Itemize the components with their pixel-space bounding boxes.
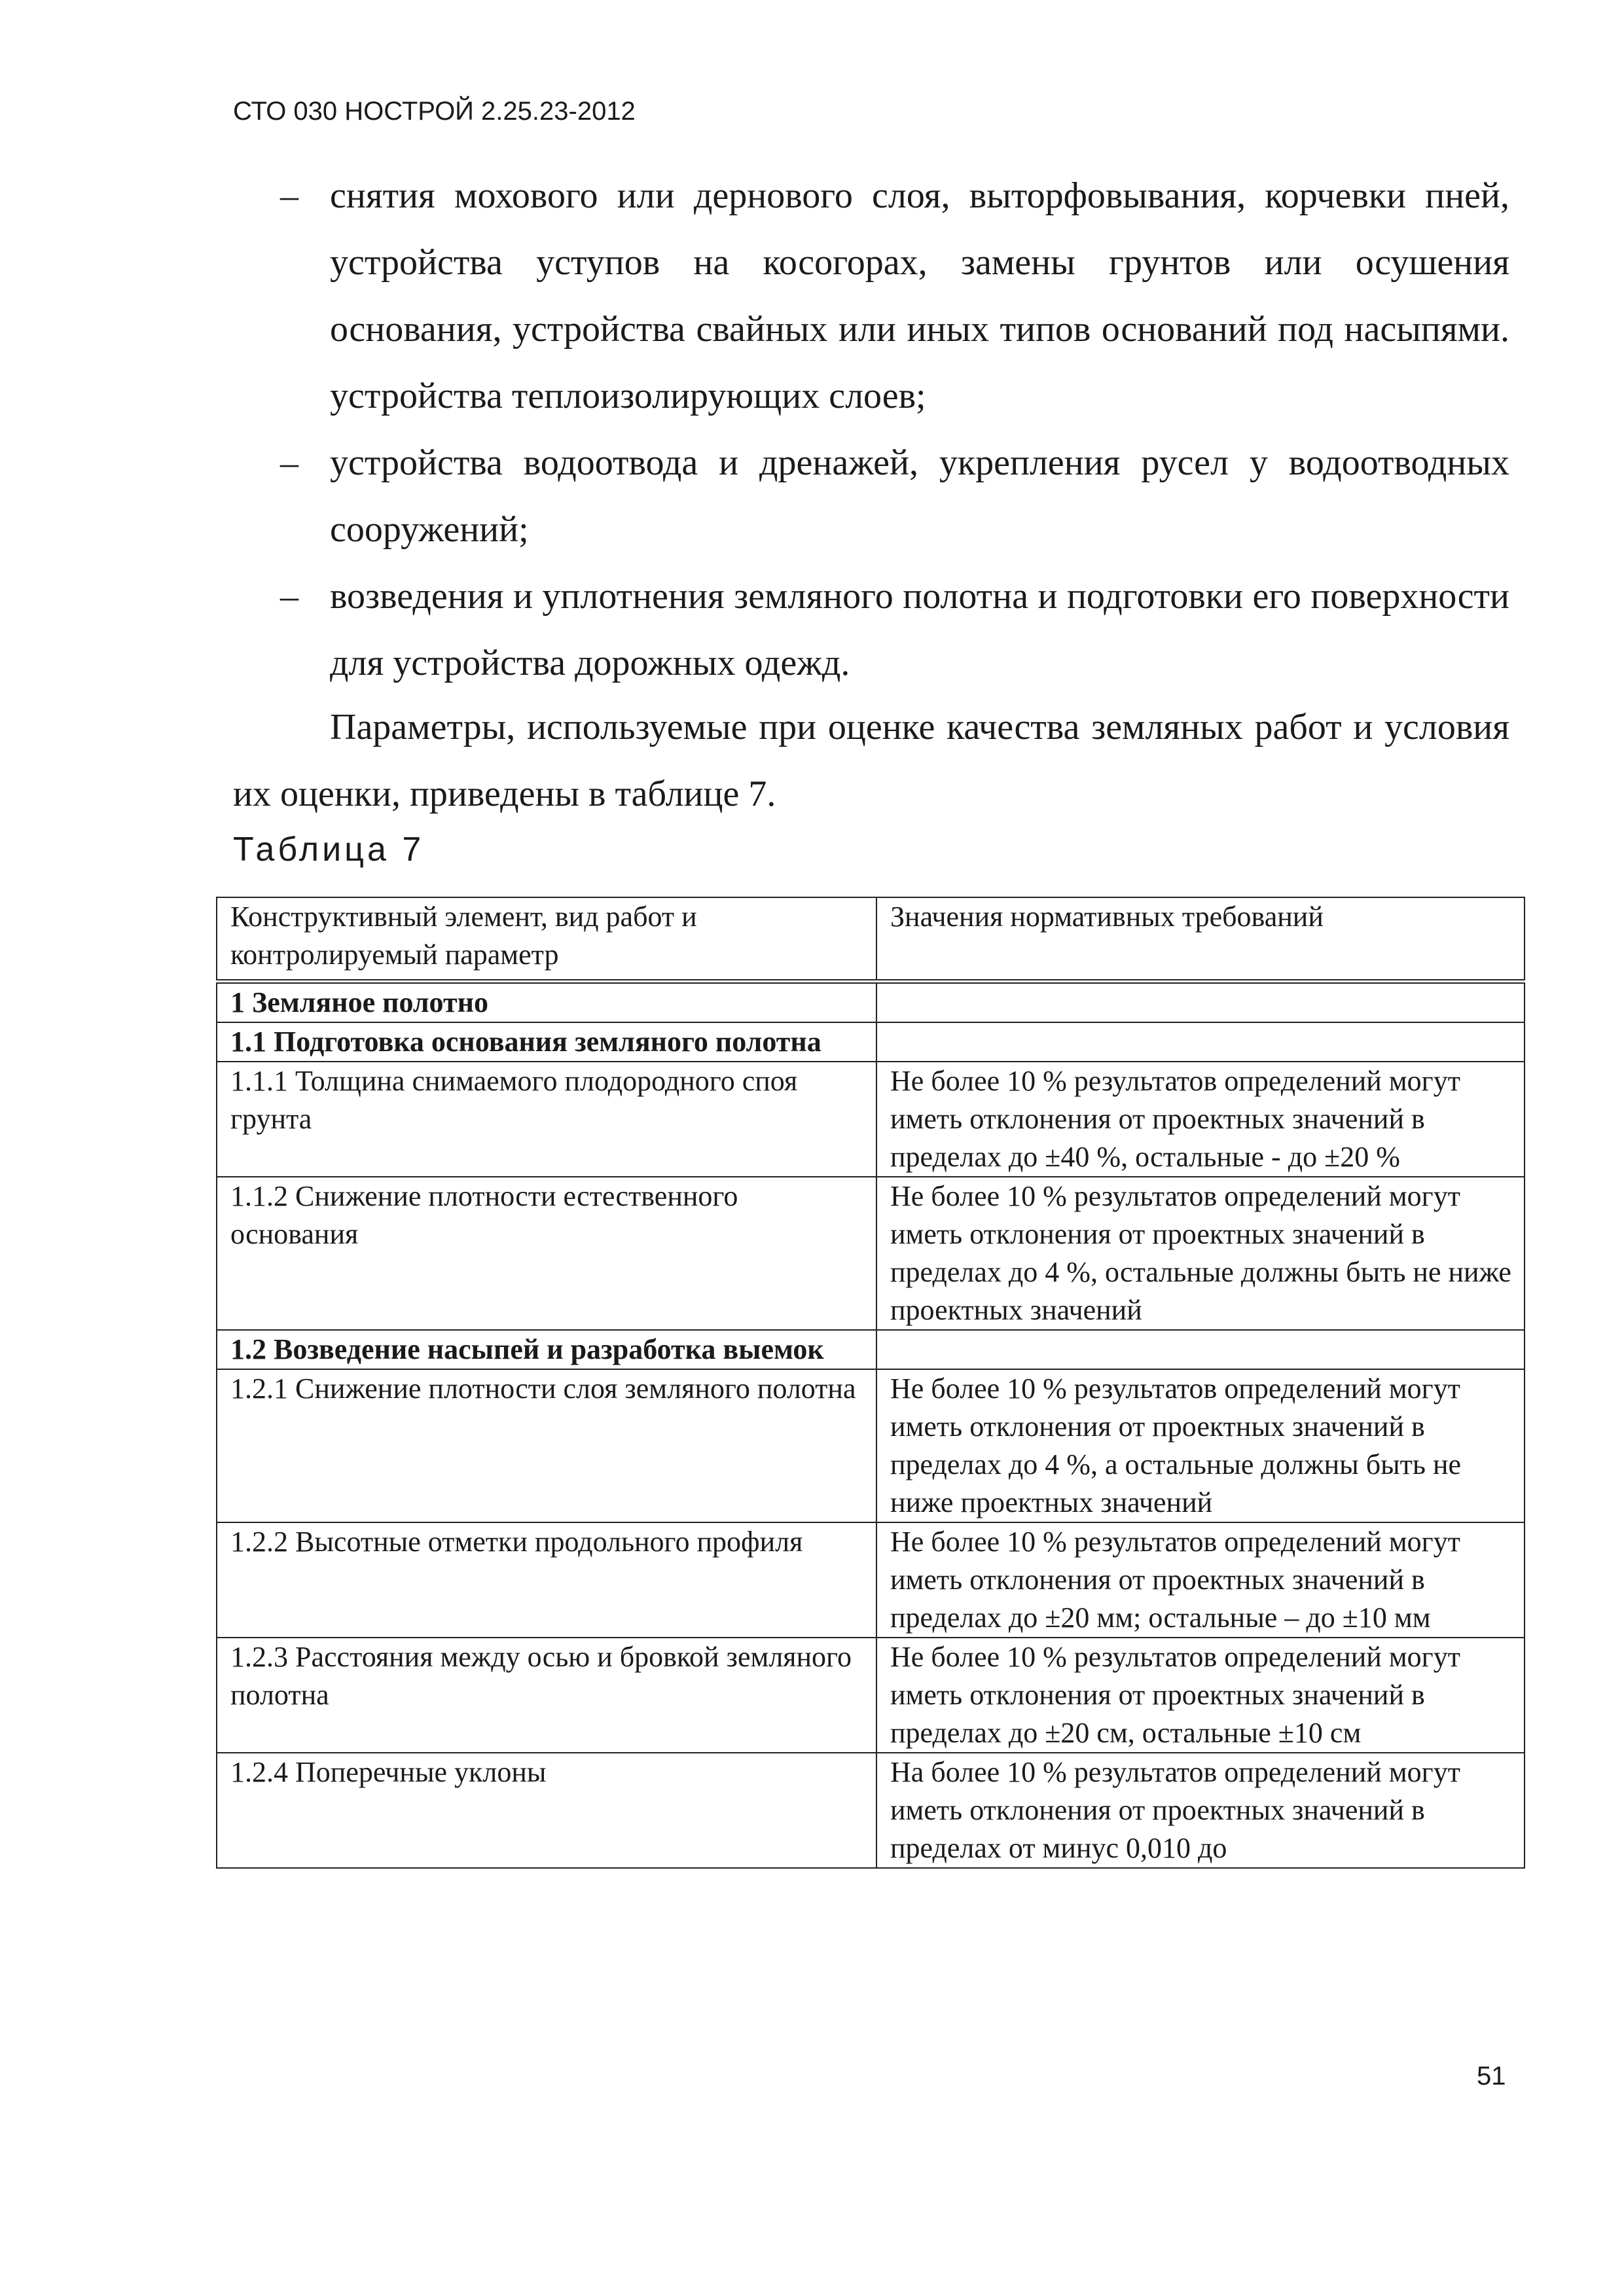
table-section-row <box>217 1022 1525 1062</box>
requirement-cell: Не более 10 % результатов определений могут иметь отклонения от проектных значений в пределах до ±40 %, остальные - до ±20 % <box>876 1062 1525 1177</box>
table-section-row <box>217 1330 1525 1369</box>
section-title: 1.2 Возведение насыпей и разработка выемок <box>217 1330 876 1369</box>
column-header-requirements: Значения нормативных требований <box>876 897 1525 982</box>
requirement-cell: Не более 10 % результатов определений могут иметь отклонения от проектных значений в пределах до 4 %, а остальные должны быть не ниже проектных значений <box>876 1369 1525 1522</box>
parameter-cell: 1.2.2 Высотные отметки продольного профиля <box>217 1522 876 1638</box>
bullet-dash: – <box>280 175 298 216</box>
table-row <box>217 1177 1525 1330</box>
parameter-cell: 1.2.3 Расстояния между осью и бровкой земляного полотна <box>217 1638 876 1753</box>
table-caption: Таблица 7 <box>233 831 425 869</box>
table-header-row <box>217 897 1525 982</box>
table-section-row <box>217 982 1525 1023</box>
parameter-cell: 1.2.1 Снижение плотности слоя земляного полотна <box>217 1369 876 1522</box>
body-paragraph: Параметры, используемые при оценке качества земляных работ и условия их оценки, приведены в таблице 7. <box>233 707 1509 814</box>
bullet-dash: – <box>280 442 298 483</box>
document-code-header: СТО 030 НОСТРОЙ 2.25.23-2012 <box>233 97 636 126</box>
requirement-cell: Не более 10 % результатов определений могут иметь отклонения от проектных значений в пределах до ±20 см, остальные ±10 см <box>876 1638 1525 1753</box>
table-row <box>217 1369 1525 1522</box>
table-row <box>217 1638 1525 1753</box>
requirement-cell: На более 10 % результатов определений могут иметь отклонения от проектных значений в пределах от минус 0,010 до <box>876 1753 1525 1868</box>
bullet-text: устройства водоотвода и дренажей, укрепления русел у водоотводных сооружений; <box>330 442 1509 550</box>
parameter-cell: 1.1.2 Снижение плотности естественного основания <box>217 1177 876 1330</box>
table-row <box>217 1753 1525 1868</box>
column-header-parameter: Конструктивный элемент, вид работ и контролируемый параметр <box>217 897 876 982</box>
requirements-table <box>216 897 1525 1869</box>
requirement-cell: Не более 10 % результатов определений могут иметь отклонения от проектных значений в пределах до ±20 мм; остальные – до ±10 мм <box>876 1522 1525 1638</box>
bullet-list <box>233 162 1509 696</box>
bullet-text: снятия мохового или дернового слоя, выторфовывания, корчевки пней, устройства уступов на косогорах, замены грунтов или осушения основания, устройства свайных или иных типов оснований под насыпями. устройства теплоизолирующих слоев; <box>330 175 1509 416</box>
requirement-cell: Не более 10 % результатов определений могут иметь отклонения от проектных значений в пределах до 4 %, остальные должны быть не ниже проектных значений <box>876 1177 1525 1330</box>
table-row <box>217 1522 1525 1638</box>
requirement-cell <box>876 1022 1525 1062</box>
bullet-dash: – <box>280 576 298 617</box>
requirement-cell <box>876 982 1525 1023</box>
bullet-item <box>233 563 1509 696</box>
parameter-cell: 1.1.1 Толщина снимаемого плодородного споя грунта <box>217 1062 876 1177</box>
bullet-item <box>233 162 1509 429</box>
section-title: 1.1 Подготовка основания земляного полотна <box>217 1022 876 1062</box>
bullet-text: возведения и уплотнения земляного полотна и подготовки его поверхности для устройства дорожных одежд. <box>330 576 1509 683</box>
bullet-item <box>233 429 1509 563</box>
table-row <box>217 1062 1525 1177</box>
parameter-cell: 1.2.4 Поперечные уклоны <box>217 1753 876 1868</box>
section-title: 1 Земляное полотно <box>217 982 876 1023</box>
requirement-cell <box>876 1330 1525 1369</box>
page-number: 51 <box>1477 2062 1506 2090</box>
